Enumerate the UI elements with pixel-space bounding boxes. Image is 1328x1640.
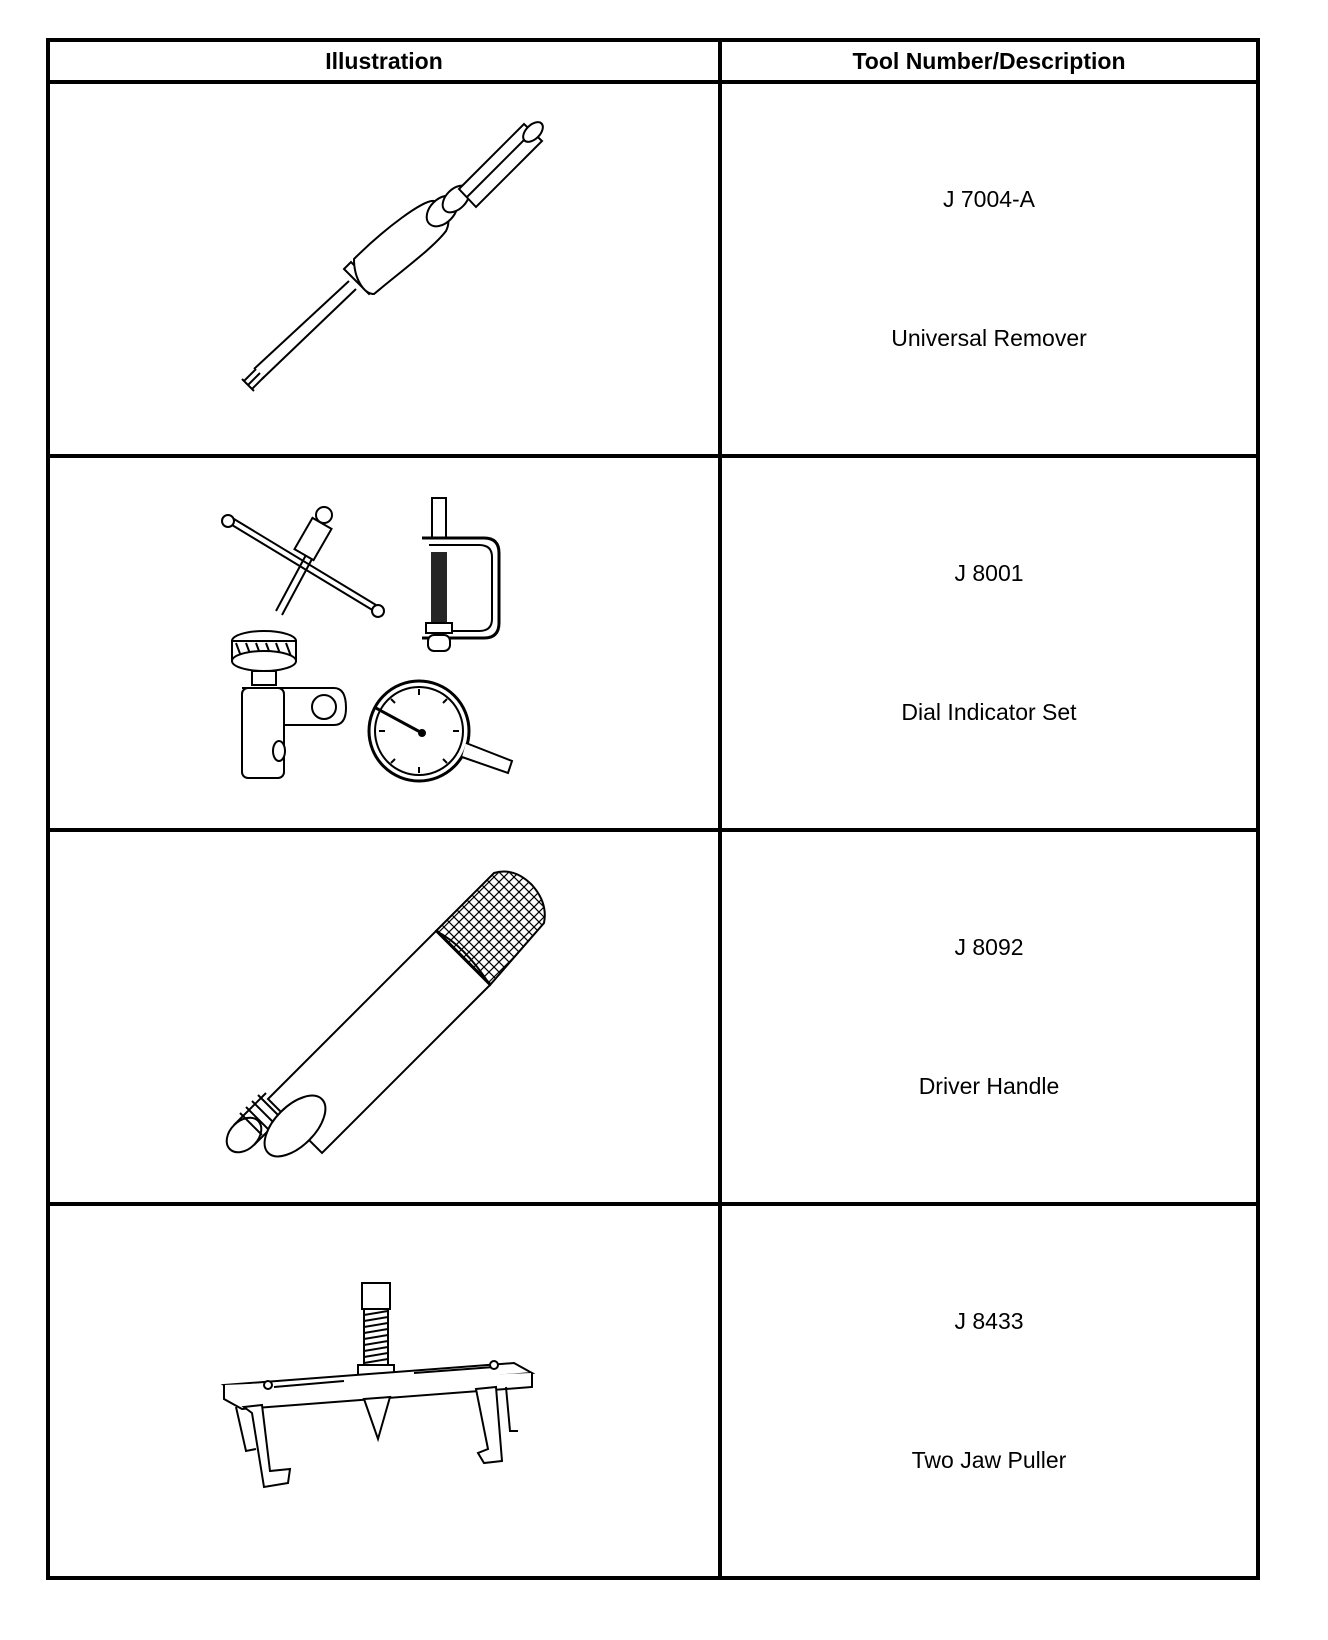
description-cell <box>720 82 1258 456</box>
header-row <box>48 40 1258 82</box>
illustration-cell <box>48 82 720 456</box>
tool-number: J 8001 <box>954 560 1024 586</box>
table-row <box>48 830 1258 1204</box>
tool-name: Driver Handle <box>918 1073 1060 1099</box>
universal-remover-icon <box>184 119 584 419</box>
illustration-cell <box>48 830 720 1204</box>
description-cell <box>720 830 1258 1204</box>
driver-handle-icon <box>214 867 554 1167</box>
tool-name: Universal Remover <box>891 325 1087 351</box>
header-illustration: Illustration <box>48 40 720 82</box>
illustration-cell <box>48 456 720 830</box>
table-row <box>48 456 1258 830</box>
tool-name: Dial Indicator Set <box>901 699 1077 725</box>
two-jaw-puller-icon <box>214 1281 554 1501</box>
tool-number: J 7004-A <box>942 186 1036 212</box>
tool-table <box>46 38 1260 1580</box>
table-row <box>48 1204 1258 1578</box>
tool-name: Two Jaw Puller <box>911 1447 1067 1473</box>
description-cell <box>720 456 1258 830</box>
illustration-cell <box>48 1204 720 1578</box>
table-row <box>48 82 1258 456</box>
description-cell <box>720 1204 1258 1578</box>
dial-indicator-set-icon <box>214 493 554 793</box>
tool-number: J 8092 <box>954 934 1024 960</box>
tool-number: J 8433 <box>954 1308 1024 1334</box>
header-description: Tool Number/Description <box>720 40 1258 82</box>
